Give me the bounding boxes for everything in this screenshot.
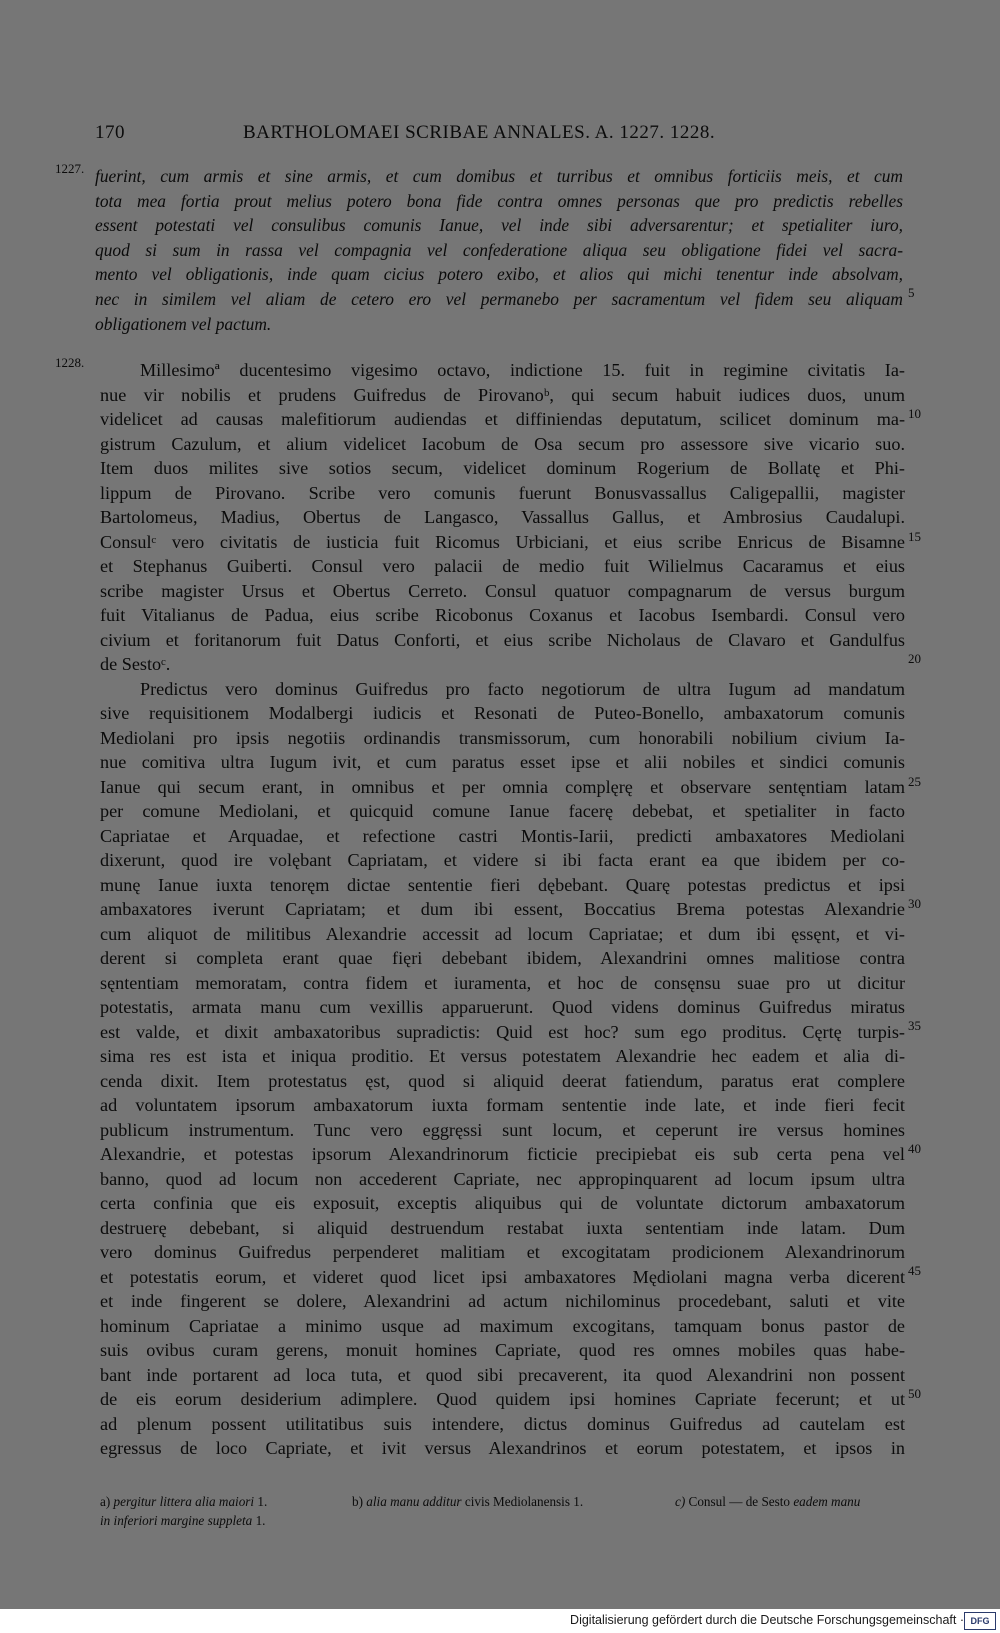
footnote-text: civis Mediolanensis 1.: [464, 1494, 584, 1509]
text-line: et inde fingerent se dolere, Alexandrini ad actum nichilominus procedebant, saluti et vite: [100, 1291, 905, 1311]
text-line: bant inde portarent ad loca tuta, et quod sibi precaverent, ita quod Alexandrini non possent: [100, 1364, 905, 1385]
text-line: nue comitiva ultra Iugum ivit, et cum paratus esset ipse et alii nobiles et sindici comunis: [100, 752, 905, 772]
text-line: lippum de Pirovano. Scribe vero comunis fuerunt Bonusvassallus Caligepallii, magister: [100, 482, 905, 503]
margin-year-1227: 1227.: [55, 161, 85, 176]
text-line: essent potestati vel consulibus comunis Ianue, vel inde sibi adversarentur; et spetialiter iuro,: [95, 215, 903, 236]
running-title: BARTHOLOMAEI SCRIBAE ANNALES. A. 1227. 1228.: [243, 122, 716, 143]
text-line: dixerunt, quod ire volębant Capriatam, et videre si ibi facta erant ea que ibidem per co-: [100, 850, 905, 870]
text-line: suis ovibus curam gerens, monuit homines Capriate, quod res omnes mobiles quas habe-: [100, 1340, 905, 1360]
text-line: nec in similem vel aliam de cetero ero vel permanebo per sacramentum vel fidem seu aliquam: [95, 288, 903, 309]
text-line: Mediolani pro ipsis negotiis ordinandis transmissorum, cum honorabili nobilium civium Ia-: [100, 727, 905, 748]
footnote-text: alia manu additur: [366, 1494, 462, 1509]
line-number: 45: [908, 1263, 921, 1278]
text-line: Bartolomeus, Madius, Obertus de Langasco, Vassallus Gallus, et Ambrosius Caudalupi.: [100, 507, 905, 527]
margin-year-1228: 1228.: [55, 355, 85, 370]
text-line: Millesimoª ducentesimo vigesimo octavo, indictione 15. fuit in regimine civitatis Ia-: [140, 360, 905, 380]
main-text: [100, 358, 905, 1461]
footnote-marker: c): [675, 1494, 686, 1509]
text-line: ad plenum possent utilitatibus suis intendere, dictus dominus Guifredus ad cautelam est: [100, 1413, 905, 1434]
line-number: 25: [908, 774, 921, 789]
page-number: 170: [95, 122, 125, 143]
footnote-text: pergitur littera alia maiori: [113, 1494, 255, 1509]
line-number: 35: [908, 1018, 921, 1033]
text-line: nue vir nobilis et prudens Guifredus de Pirovanoᵇ, qui secum habuit iudices duos, unum: [100, 384, 905, 405]
text-line: mento vel obligationis, inde quam cicius potero exibo, et alios qui michi tenentur inde absolvam,: [95, 264, 903, 285]
italic-oath-text: [95, 164, 903, 336]
line-number: 10: [908, 406, 921, 421]
footnote-text: 1.: [255, 1513, 266, 1528]
text-line: ad voluntatem ipsorum ambaxatorum iuxta formam sententie inde late, et inde fieri fecit: [100, 1095, 905, 1115]
text-line: egressus de loco Capriate, et ivit versus Alexandrinos et eorum potestatem, et ipsos in: [100, 1438, 905, 1458]
text-line: sive requisitionem Modalbergi iudicis et Resonati de Puteo-Bonello, ambaxatorum comunis: [100, 703, 905, 723]
text-line: civium et foritanorum fuit Datus Conforti, et eius scribe Nicholaus de Clavaro et Gandulfus: [100, 629, 905, 650]
text-line: Capriatae et Arquadae, et refectione castri Montis-Iarii, predicti ambaxatores Mediolani: [100, 825, 905, 846]
footnote-c: [675, 1492, 860, 1511]
text-line: destruerę debebant, si aliquid destruendum restabat iuxta sententiam inde latam. Dum: [100, 1217, 905, 1238]
line-number: 20: [908, 651, 921, 666]
text-line: derent si completa erant quae fięri debebant ibidem, Alexandrini omnes malitiose contra: [100, 948, 905, 968]
footnote-a-continued: [100, 1511, 265, 1530]
footnote-text: in inferiori margine suppleta: [100, 1513, 253, 1528]
text-line: cum aliquot de militibus Alexandrie accessit ad locum Capriatae; et dum ibi ęssęnt, et vi-: [100, 923, 905, 944]
footnote-a: [100, 1492, 267, 1511]
footnote-marker: b): [352, 1494, 363, 1509]
text-line: videlicet ad causas malefitiorum audiendas et diffiniendas deputatum, scilicet dominum ma-: [100, 409, 905, 429]
footnote-text: Consul — de Sesto: [688, 1494, 791, 1509]
text-line: per comune Mediolani, et quicquid comune Ianue facerę debebat, et spetialiter in facto: [100, 801, 905, 821]
text-line: sima res est ista et iniqua proditio. Et versus potestatem Alexandrie hec eadem et alia di-: [100, 1046, 905, 1066]
text-line: gistrum Cazulum, et alium videlicet Iacobum de Osa secum pro assessore sive vicario suo.: [100, 433, 905, 454]
line-number: 5: [908, 285, 915, 300]
text-line: de eis eorum desiderium adimplere. Quod quidem ipsi homines Capriate fecerunt; et ut: [100, 1389, 905, 1409]
text-line: ambaxatores iverunt Capriatam; et dum ibi essent, Boccatius Brema potestas Alexandrie: [100, 899, 905, 919]
text-line: Predictus vero dominus Guifredus pro facto negotiorum de ultra Iugum ad mandatum: [140, 678, 905, 699]
footnote-marker: a): [100, 1494, 111, 1509]
text-line: munę Ianue iuxta tenoręm dictae sententie fieri dębebant. Quarę potestas predictus et ipsi: [100, 874, 905, 895]
text-line: potestatis, armata manu cum vexillis apparuerunt. Quod videns dominus Guifredus miratus: [100, 997, 905, 1017]
text-line: publicum instrumentum. Tunc vero eggręssi sunt locum, et ceperunt ire versus homines: [100, 1119, 905, 1140]
text-line: Consulᶜ vero civitatis de iusticia fuit Ricomus Urbiciani, et eius scribe Enricus de Bisamne: [100, 531, 905, 552]
text-line: obligationem vel pactum.: [95, 313, 272, 334]
line-number: 30: [908, 896, 921, 911]
footnote-text: 1.: [257, 1494, 268, 1509]
text-line: certa confinia que eis exposuit, exceptis aliquibus qui de voluntate dictorum ambaxatorum: [100, 1193, 905, 1213]
text-line: tota mea fortia prout melius potero bona fide contra omnes personas que pro predictis rebelles: [95, 190, 903, 211]
dfg-logo-icon: DFG: [964, 1612, 996, 1630]
digitization-footer: [0, 1609, 1000, 1633]
text-line: banno, quod ad locum non accederent Capriate, nec appropinquarent ad locum ipsum ultra: [100, 1168, 905, 1189]
text-line: est valde, et dixit ambaxatoribus supradictis: Quid est hoc? sum ego proditus. Cęrtę turpis-: [100, 1021, 905, 1042]
line-number: 50: [908, 1386, 921, 1401]
text-line: et potestatis eorum, et videret quod licet ipsi ambaxatores Mędiolani magna verba dicerent: [100, 1266, 905, 1287]
text-line: de Sestoᶜ.: [100, 654, 171, 674]
text-line: et Stephanus Guiberti. Consul vero palacii de medio fuit Wilielmus Cacaramus et eius: [100, 556, 905, 576]
footnote-text: eadem manu: [793, 1494, 861, 1509]
funding-credit: Digitalisierung gefördert durch die Deutsche Forschungsgemeinschaft ·: [570, 1613, 964, 1627]
text-line: cenda dixit. Item protestatus ęst, quod si aliquid deerat fatiendum, paratus erat complere: [100, 1070, 905, 1091]
text-line: scribe magister Ursus et Obertus Cerreto. Consul quatuor compagnarum de versus burgum: [100, 580, 905, 601]
text-line: hominum Capriatae a minimo usque ad maximum excogitans, tamquam bonus pastor de: [100, 1315, 905, 1336]
text-line: fuit Vitalianus de Padua, eius scribe Ricobonus Coxanus et Iacobus Isembardi. Consul vero: [100, 605, 905, 625]
text-line: Ianue qui secum erant, in omnibus et per omnia complęrę et observare sentęntiam latam: [100, 776, 905, 797]
text-line: fuerint, cum armis et sine armis, et cum domibus et turribus et omnibus forticiis meis, et cum: [95, 166, 903, 186]
text-line: sęntentiam memoratam, contra fidem et iuramenta, et hoc de consęnsu suae pro ut dicitur: [100, 972, 905, 993]
line-number: 40: [908, 1141, 921, 1156]
line-number: 15: [908, 529, 921, 544]
text-line: vero dominus Guifredus perpenderet malitiam et excogitatam prodicionem Alexandrinorum: [100, 1242, 905, 1262]
footnote-b: [352, 1492, 583, 1511]
text-line: Alexandrie, et potestas ipsorum Alexandrinorum ficticie precipiebat eis sub certa pena vel: [100, 1144, 905, 1164]
text-line: quod si sum in rassa vel compagnia vel confederatione aliqua seu obligatione fidei vel sacra-: [95, 239, 903, 260]
text-line: Item duos milites sive sotios secum, videlicet dominum Rogerium de Bollatę et Phi-: [100, 458, 905, 478]
